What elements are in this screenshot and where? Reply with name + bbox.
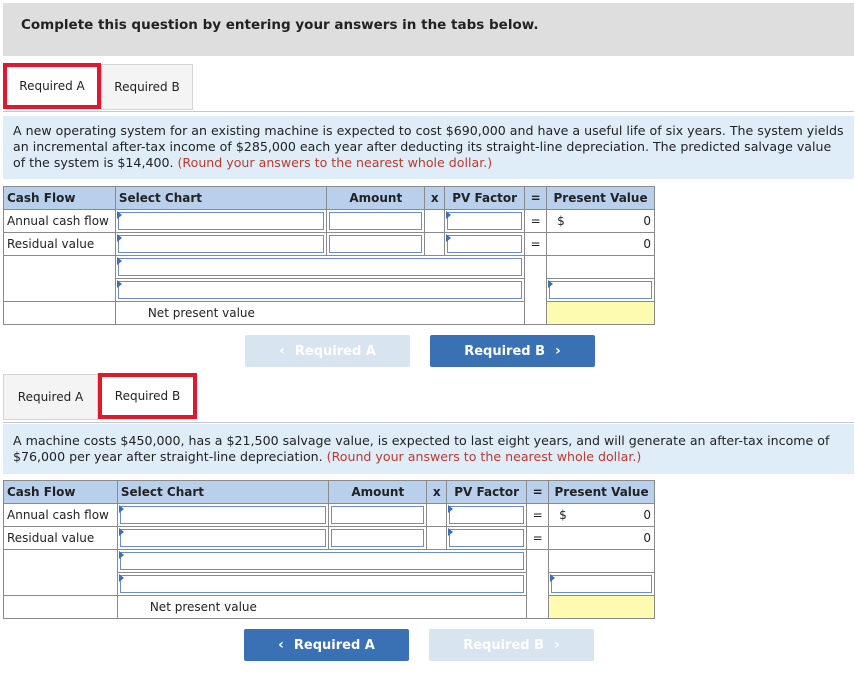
col-pv-factor: PV Factor bbox=[445, 187, 525, 210]
col-pv-factor: PV Factor bbox=[447, 481, 527, 504]
col-x: x bbox=[427, 481, 447, 504]
rounding-hint: (Round your answers to the nearest whole dollar.) bbox=[326, 449, 642, 464]
select-chart-dropdown[interactable] bbox=[115, 279, 524, 302]
table-header bbox=[4, 481, 655, 504]
pv-factor-field[interactable] bbox=[447, 212, 522, 230]
question-panel bbox=[3, 424, 854, 474]
empty-label-cell bbox=[4, 302, 116, 325]
select-chart-field[interactable] bbox=[118, 281, 522, 299]
col-amount: Amount bbox=[327, 187, 425, 210]
equals-sign: = bbox=[527, 504, 549, 527]
present-value-input[interactable] bbox=[549, 573, 655, 596]
row-label: Residual value bbox=[4, 233, 116, 256]
dropdown-flag-icon bbox=[117, 234, 122, 242]
present-value-amount: 0 bbox=[643, 508, 651, 522]
table-row bbox=[4, 210, 655, 233]
dropdown-flag-icon bbox=[448, 505, 453, 513]
pv-factor-input[interactable] bbox=[447, 527, 527, 550]
dropdown-flag-icon bbox=[446, 234, 451, 242]
pv-factor-input[interactable] bbox=[445, 233, 525, 256]
present-value bbox=[549, 527, 655, 550]
chevron-right-icon: › bbox=[555, 343, 561, 359]
equals-sign: = bbox=[525, 210, 547, 233]
table-row bbox=[4, 550, 655, 573]
rounding-hint: (Round your answers to the nearest whole dollar.) bbox=[177, 155, 493, 170]
col-amount: Amount bbox=[329, 481, 427, 504]
amount-field[interactable] bbox=[331, 529, 424, 547]
dropdown-flag-icon bbox=[119, 528, 124, 536]
npv-table bbox=[3, 186, 655, 325]
col-select-chart: Select Chart bbox=[115, 187, 327, 210]
empty-value-cell bbox=[549, 550, 655, 573]
present-value-field[interactable] bbox=[551, 575, 652, 593]
pv-factor-field[interactable] bbox=[449, 529, 524, 547]
tab-required-a[interactable]: Required A bbox=[3, 374, 98, 420]
chevron-left-icon: ‹ bbox=[278, 637, 284, 653]
empty-label-cell bbox=[4, 550, 118, 596]
dropdown-flag-icon bbox=[117, 257, 122, 265]
row-label: Annual cash flow bbox=[4, 504, 118, 527]
select-chart-dropdown[interactable] bbox=[117, 504, 329, 527]
amount-input[interactable] bbox=[327, 233, 425, 256]
present-value-input[interactable] bbox=[547, 279, 655, 302]
equals-spacer bbox=[525, 256, 547, 325]
dropdown-flag-icon bbox=[117, 211, 122, 219]
amount-field[interactable] bbox=[331, 506, 424, 524]
table-row bbox=[4, 233, 655, 256]
dropdown-flag-icon bbox=[446, 211, 451, 219]
empty-value-cell bbox=[547, 256, 655, 279]
chevron-left-icon: ‹ bbox=[279, 343, 285, 359]
select-chart-field[interactable] bbox=[118, 235, 325, 253]
dropdown-flag-icon bbox=[448, 528, 453, 536]
table-row bbox=[4, 527, 655, 550]
col-present-value: Present Value bbox=[549, 481, 655, 504]
currency-symbol: $ bbox=[557, 214, 565, 228]
npv-row bbox=[4, 596, 655, 619]
next-required-b-button[interactable]: Required B › bbox=[429, 629, 594, 661]
dropdown-flag-icon bbox=[119, 505, 124, 513]
select-chart-field[interactable] bbox=[120, 506, 327, 524]
npv-table bbox=[3, 480, 655, 619]
select-chart-field[interactable] bbox=[118, 212, 325, 230]
currency-symbol: $ bbox=[559, 508, 567, 522]
x-cell bbox=[427, 527, 447, 550]
chevron-right-icon: › bbox=[554, 637, 560, 653]
present-value bbox=[547, 210, 655, 233]
dropdown-flag-icon bbox=[117, 280, 122, 288]
select-chart-field[interactable] bbox=[118, 258, 522, 276]
equals-sign: = bbox=[525, 233, 547, 256]
pv-factor-field[interactable] bbox=[447, 235, 522, 253]
x-cell bbox=[425, 233, 445, 256]
table-row bbox=[4, 256, 655, 279]
prev-required-a-button[interactable]: ‹ Required A bbox=[245, 335, 410, 367]
present-value-amount: 0 bbox=[643, 237, 651, 251]
col-cash-flow: Cash Flow bbox=[4, 481, 118, 504]
col-eq: = bbox=[527, 481, 549, 504]
select-chart-dropdown[interactable] bbox=[115, 256, 524, 279]
col-cash-flow: Cash Flow bbox=[4, 187, 116, 210]
npv-total bbox=[549, 596, 655, 619]
select-chart-field[interactable] bbox=[120, 529, 327, 547]
x-cell bbox=[425, 210, 445, 233]
tab-divider bbox=[3, 111, 854, 112]
amount-field[interactable] bbox=[329, 235, 422, 253]
col-eq: = bbox=[525, 187, 547, 210]
select-chart-dropdown[interactable] bbox=[115, 210, 327, 233]
select-chart-field[interactable] bbox=[120, 575, 524, 593]
select-chart-dropdown[interactable] bbox=[117, 550, 526, 573]
npv-label: Net present value bbox=[117, 596, 526, 619]
x-cell bbox=[427, 504, 447, 527]
present-value-amount: 0 bbox=[643, 214, 651, 228]
dropdown-flag-icon bbox=[119, 574, 124, 582]
col-present-value: Present Value bbox=[547, 187, 655, 210]
tab-required-b[interactable]: Required B bbox=[98, 373, 197, 419]
dropdown-flag-icon bbox=[119, 551, 124, 559]
question-text: A machine costs $450,000, has a $21,500 salvage value, is expected to last eight years, and will generate an after-tax income of $76,000 per year after straight-line depreciation. bbox=[13, 433, 830, 464]
pv-factor-input[interactable] bbox=[445, 210, 525, 233]
tab-required-b[interactable]: Required B bbox=[101, 64, 193, 110]
amount-input[interactable] bbox=[329, 504, 427, 527]
pv-factor-input[interactable] bbox=[447, 504, 527, 527]
next-required-b-button[interactable]: Required B › bbox=[430, 335, 595, 367]
row-label: Residual value bbox=[4, 527, 118, 550]
table-row bbox=[4, 504, 655, 527]
equals-spacer bbox=[527, 550, 549, 619]
question-panel bbox=[3, 116, 854, 179]
tab-required-a[interactable]: Required A bbox=[3, 63, 101, 109]
amount-input[interactable] bbox=[329, 527, 427, 550]
instruction-bar bbox=[3, 3, 854, 56]
npv-label: Net present value bbox=[115, 302, 524, 325]
select-chart-dropdown[interactable] bbox=[117, 527, 329, 550]
row-label: Annual cash flow bbox=[4, 210, 116, 233]
dropdown-flag-icon bbox=[550, 574, 555, 582]
present-value-field[interactable] bbox=[549, 281, 652, 299]
npv-row bbox=[4, 302, 655, 325]
col-x: x bbox=[425, 187, 445, 210]
amount-field[interactable] bbox=[329, 212, 422, 230]
npv-total bbox=[547, 302, 655, 325]
tab-divider bbox=[3, 422, 854, 423]
amount-input[interactable] bbox=[327, 210, 425, 233]
pv-factor-field[interactable] bbox=[449, 506, 524, 524]
col-select-chart: Select Chart bbox=[117, 481, 329, 504]
instruction-text: Complete this question by entering your answers in the tabs below. bbox=[21, 17, 539, 33]
present-value bbox=[547, 233, 655, 256]
present-value-amount: 0 bbox=[643, 531, 651, 545]
select-chart-dropdown[interactable] bbox=[115, 233, 327, 256]
dropdown-flag-icon bbox=[548, 280, 553, 288]
empty-label-cell bbox=[4, 596, 118, 619]
question-text: A new operating system for an existing machine is expected to cost $690,000 and have a useful life of six years. The system yields an incremental after-tax income of $285,000 each year after deducting its straight-line depreciation. The predicted salvage value of the system is $14,400. bbox=[13, 123, 844, 170]
prev-required-a-button[interactable]: ‹ Required A bbox=[244, 629, 409, 661]
select-chart-dropdown[interactable] bbox=[117, 573, 526, 596]
empty-label-cell bbox=[4, 256, 116, 302]
present-value bbox=[549, 504, 655, 527]
equals-sign: = bbox=[527, 527, 549, 550]
select-chart-field[interactable] bbox=[120, 552, 524, 570]
table-header bbox=[4, 187, 655, 210]
